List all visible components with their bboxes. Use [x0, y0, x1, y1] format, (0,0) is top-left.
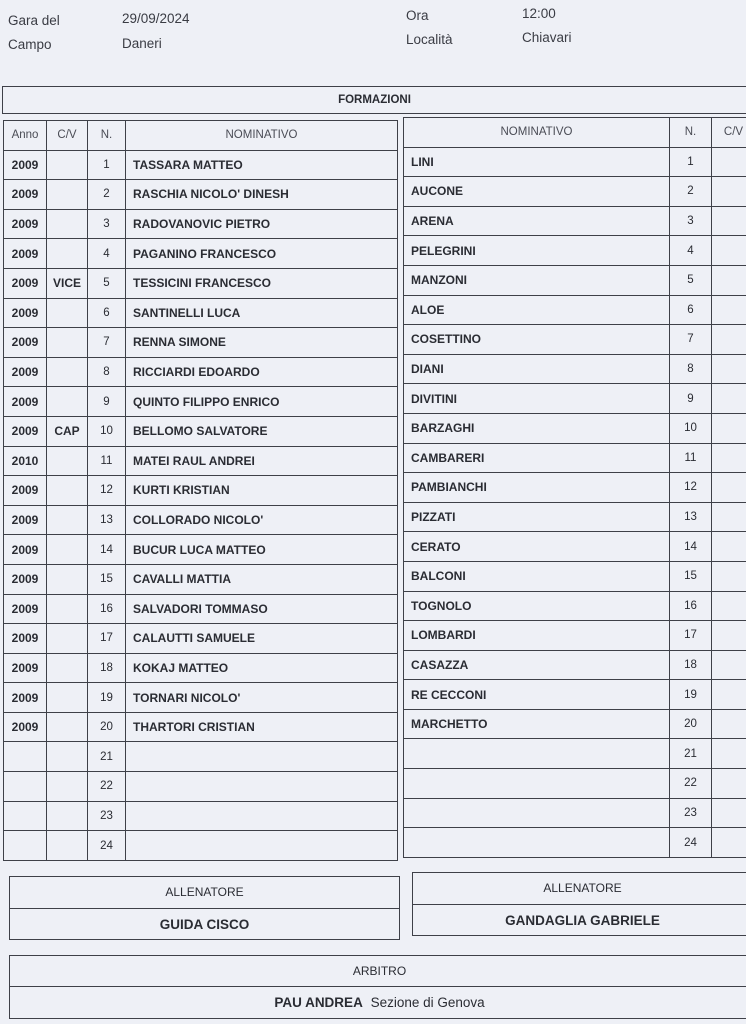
player-number: 23 — [670, 798, 712, 828]
player-role — [47, 209, 88, 239]
player-year: 2009 — [4, 505, 47, 535]
player-number: 5 — [670, 265, 712, 295]
cv-header: C/V — [712, 118, 746, 148]
player-name: TASSARA MATTEO — [126, 150, 398, 180]
player-number: 18 — [88, 653, 126, 683]
home-player-row — [4, 653, 398, 683]
nominativo-header: NOMINATIVO — [404, 118, 670, 148]
player-role — [712, 354, 746, 384]
player-role — [712, 236, 746, 266]
player-name: RENNA SIMONE — [126, 328, 398, 358]
player-name: PIZZATI — [404, 502, 670, 532]
player-role — [47, 150, 88, 180]
player-number: 11 — [88, 446, 126, 476]
player-number: 3 — [88, 209, 126, 239]
player-role — [712, 828, 746, 858]
ora-label: Ora — [406, 8, 429, 23]
player-number: 1 — [670, 147, 712, 177]
player-number: 20 — [670, 709, 712, 739]
away-player-row — [404, 206, 746, 236]
away-coach-label: ALLENATORE — [413, 873, 746, 905]
player-number: 15 — [88, 564, 126, 594]
player-name: LINI — [404, 147, 670, 177]
player-year: 2009 — [4, 653, 47, 683]
player-name: ALOE — [404, 295, 670, 325]
player-name: LOMBARDI — [404, 621, 670, 651]
player-year — [4, 801, 47, 831]
player-number: 14 — [670, 532, 712, 562]
player-name: CERATO — [404, 532, 670, 562]
gara-date: 29/09/2024 — [122, 11, 190, 26]
player-number: 7 — [88, 328, 126, 358]
player-name: SALVADORI TOMMASO — [126, 594, 398, 624]
player-year: 2009 — [4, 268, 47, 298]
player-role — [712, 709, 746, 739]
player-number: 6 — [670, 295, 712, 325]
player-role — [47, 239, 88, 269]
home-player-row — [4, 683, 398, 713]
player-year: 2009 — [4, 564, 47, 594]
player-name: RICCIARDI EDOARDO — [126, 357, 398, 387]
away-player-row — [404, 354, 746, 384]
player-name: BELLOMO SALVATORE — [126, 416, 398, 446]
player-year: 2010 — [4, 446, 47, 476]
player-name: KURTI KRISTIAN — [126, 476, 398, 506]
player-year — [4, 772, 47, 802]
player-name — [404, 769, 670, 799]
player-role — [712, 147, 746, 177]
home-player-row — [4, 328, 398, 358]
campo-label: Campo — [8, 37, 52, 52]
player-year: 2009 — [4, 357, 47, 387]
player-number: 4 — [670, 236, 712, 266]
player-name: DIVITINI — [404, 384, 670, 414]
home-roster-header — [4, 121, 398, 151]
player-number: 16 — [88, 594, 126, 624]
home-player-row — [4, 624, 398, 654]
home-player-row — [4, 476, 398, 506]
player-role — [712, 561, 746, 591]
player-role — [47, 772, 88, 802]
home-player-row — [4, 150, 398, 180]
player-role — [47, 446, 88, 476]
player-name — [126, 742, 398, 772]
home-player-row — [4, 180, 398, 210]
player-name: MARCHETTO — [404, 709, 670, 739]
player-year: 2009 — [4, 387, 47, 417]
nominativo-header: NOMINATIVO — [126, 121, 398, 151]
player-number: 5 — [88, 268, 126, 298]
away-player-row — [404, 621, 746, 651]
player-name: PELEGRINI — [404, 236, 670, 266]
player-role — [712, 650, 746, 680]
player-year: 2009 — [4, 594, 47, 624]
home-coach-label: ALLENATORE — [10, 877, 399, 909]
player-name: QUINTO FILIPPO ENRICO — [126, 387, 398, 417]
player-number: 4 — [88, 239, 126, 269]
away-coach-box — [412, 872, 746, 936]
player-name: COSETTINO — [404, 325, 670, 355]
player-name: RADOVANOVIC PIETRO — [126, 209, 398, 239]
home-player-row — [4, 831, 398, 861]
home-player-row — [4, 357, 398, 387]
player-name: CASAZZA — [404, 650, 670, 680]
player-year: 2009 — [4, 180, 47, 210]
player-year: 2009 — [4, 150, 47, 180]
player-number: 23 — [88, 801, 126, 831]
player-number: 8 — [670, 354, 712, 384]
player-number: 18 — [670, 650, 712, 680]
home-player-row — [4, 298, 398, 328]
away-player-row — [404, 325, 746, 355]
player-name: PAMBIANCHI — [404, 473, 670, 503]
player-role — [47, 505, 88, 535]
player-number: 17 — [88, 624, 126, 654]
home-player-row — [4, 772, 398, 802]
player-year: 2009 — [4, 239, 47, 269]
player-number: 14 — [88, 535, 126, 565]
player-role — [712, 413, 746, 443]
player-role — [712, 502, 746, 532]
home-player-row — [4, 268, 398, 298]
ora-value: 12:00 — [522, 6, 556, 21]
player-role — [47, 535, 88, 565]
player-role — [712, 621, 746, 651]
home-player-row — [4, 801, 398, 831]
player-role — [712, 680, 746, 710]
player-role — [47, 387, 88, 417]
away-roster-header — [404, 118, 746, 148]
player-name: TOGNOLO — [404, 591, 670, 621]
player-role: VICE — [47, 268, 88, 298]
formazioni-title: FORMAZIONI — [2, 86, 746, 114]
player-number: 22 — [670, 769, 712, 799]
home-player-row — [4, 505, 398, 535]
away-player-row — [404, 561, 746, 591]
away-player-row — [404, 443, 746, 473]
home-coach-name: GUIDA CISCO — [159, 917, 250, 932]
number-header: N. — [88, 121, 126, 151]
player-role — [47, 831, 88, 861]
player-number: 3 — [670, 206, 712, 236]
player-name: SANTINELLI LUCA — [126, 298, 398, 328]
away-player-row — [404, 295, 746, 325]
away-player-row — [404, 532, 746, 562]
player-number: 12 — [670, 473, 712, 503]
away-player-row — [404, 502, 746, 532]
player-name: ARENA — [404, 206, 670, 236]
player-name — [126, 772, 398, 802]
localita-label: Località — [406, 32, 453, 47]
player-number: 13 — [88, 505, 126, 535]
player-number: 11 — [670, 443, 712, 473]
player-name: AUCONE — [404, 177, 670, 207]
away-player-row — [404, 265, 746, 295]
localita-value: Chiavari — [522, 30, 572, 45]
referee-box — [9, 955, 746, 1019]
player-role — [47, 180, 88, 210]
player-role — [712, 206, 746, 236]
home-player-row — [4, 209, 398, 239]
player-year: 2009 — [4, 535, 47, 565]
player-name — [126, 801, 398, 831]
player-year: 2009 — [4, 416, 47, 446]
player-name — [404, 798, 670, 828]
player-name: RE CECCONI — [404, 680, 670, 710]
home-player-row — [4, 712, 398, 742]
player-number: 21 — [88, 742, 126, 772]
away-player-row — [404, 591, 746, 621]
player-role — [47, 357, 88, 387]
away-player-row — [404, 413, 746, 443]
player-number: 20 — [88, 712, 126, 742]
home-player-row — [4, 535, 398, 565]
player-role — [712, 325, 746, 355]
player-role — [47, 328, 88, 358]
gara-label: Gara del — [8, 13, 60, 28]
player-number: 2 — [88, 180, 126, 210]
player-role — [712, 769, 746, 799]
player-name: MANZONI — [404, 265, 670, 295]
player-name: BALCONI — [404, 561, 670, 591]
player-role — [47, 564, 88, 594]
player-role — [47, 298, 88, 328]
player-number: 9 — [670, 384, 712, 414]
player-role — [712, 265, 746, 295]
away-player-row — [404, 828, 746, 858]
player-name: TESSICINI FRANCESCO — [126, 268, 398, 298]
player-name: BARZAGHI — [404, 413, 670, 443]
player-role — [47, 683, 88, 713]
referee-info — [10, 987, 746, 1018]
player-year — [4, 831, 47, 861]
player-role: CAP — [47, 416, 88, 446]
player-role — [712, 532, 746, 562]
player-year: 2009 — [4, 624, 47, 654]
player-name: TORNARI NICOLO' — [126, 683, 398, 713]
player-name — [404, 828, 670, 858]
player-role — [47, 742, 88, 772]
away-player-row — [404, 650, 746, 680]
player-number: 19 — [670, 680, 712, 710]
player-name: CAVALLI MATTIA — [126, 564, 398, 594]
player-number: 7 — [670, 325, 712, 355]
player-year: 2009 — [4, 209, 47, 239]
player-number: 13 — [670, 502, 712, 532]
player-name: KOKAJ MATTEO — [126, 653, 398, 683]
home-player-row — [4, 742, 398, 772]
player-role — [47, 624, 88, 654]
home-player-row — [4, 564, 398, 594]
home-coach-box — [9, 876, 400, 940]
player-role — [712, 473, 746, 503]
campo-value: Daneri — [122, 36, 162, 51]
home-roster-table — [3, 120, 398, 861]
home-player-row — [4, 594, 398, 624]
player-role — [712, 591, 746, 621]
away-player-row — [404, 709, 746, 739]
player-name: COLLORADO NICOLO' — [126, 505, 398, 535]
away-roster-table — [403, 117, 746, 858]
player-number: 10 — [88, 416, 126, 446]
player-name — [126, 831, 398, 861]
home-player-row — [4, 416, 398, 446]
home-player-row — [4, 387, 398, 417]
away-player-row — [404, 680, 746, 710]
referee-label: ARBITRO — [10, 956, 746, 987]
player-number: 8 — [88, 357, 126, 387]
anno-header: Anno — [4, 121, 47, 151]
player-number: 2 — [670, 177, 712, 207]
player-number: 6 — [88, 298, 126, 328]
player-year — [4, 742, 47, 772]
player-year: 2009 — [4, 712, 47, 742]
player-number: 21 — [670, 739, 712, 769]
player-name: PAGANINO FRANCESCO — [126, 239, 398, 269]
player-role — [47, 712, 88, 742]
home-player-row — [4, 446, 398, 476]
number-header: N. — [670, 118, 712, 148]
player-role — [712, 798, 746, 828]
referee-section: Sezione di Genova — [370, 995, 485, 1010]
player-year: 2009 — [4, 476, 47, 506]
player-name: CAMBARERI — [404, 443, 670, 473]
player-number: 19 — [88, 683, 126, 713]
home-player-row — [4, 239, 398, 269]
player-role — [47, 801, 88, 831]
player-year: 2009 — [4, 683, 47, 713]
player-name: CALAUTTI SAMUELE — [126, 624, 398, 654]
player-name: DIANI — [404, 354, 670, 384]
player-role — [712, 295, 746, 325]
player-role — [47, 594, 88, 624]
away-player-row — [404, 147, 746, 177]
player-name — [404, 739, 670, 769]
away-player-row — [404, 769, 746, 799]
away-player-row — [404, 739, 746, 769]
player-role — [712, 177, 746, 207]
player-year: 2009 — [4, 298, 47, 328]
player-role — [712, 739, 746, 769]
player-name: BUCUR LUCA MATTEO — [126, 535, 398, 565]
player-name: MATEI RAUL ANDREI — [126, 446, 398, 476]
player-number: 17 — [670, 621, 712, 651]
away-player-row — [404, 798, 746, 828]
player-role — [47, 476, 88, 506]
player-number: 12 — [88, 476, 126, 506]
player-number: 22 — [88, 772, 126, 802]
cv-header: C/V — [47, 121, 88, 151]
away-coach-name: GANDAGLIA GABRIELE — [505, 913, 660, 928]
player-number: 1 — [88, 150, 126, 180]
player-number: 10 — [670, 413, 712, 443]
player-name: RASCHIA NICOLO' DINESH — [126, 180, 398, 210]
player-number: 24 — [88, 831, 126, 861]
referee-name: PAU ANDREA — [274, 995, 363, 1010]
player-number: 15 — [670, 561, 712, 591]
player-number: 16 — [670, 591, 712, 621]
away-player-row — [404, 177, 746, 207]
away-player-row — [404, 473, 746, 503]
away-player-row — [404, 236, 746, 266]
player-year: 2009 — [4, 328, 47, 358]
player-number: 24 — [670, 828, 712, 858]
player-role — [712, 443, 746, 473]
away-player-row — [404, 384, 746, 414]
player-name: THARTORI CRISTIAN — [126, 712, 398, 742]
player-role — [712, 384, 746, 414]
player-role — [47, 653, 88, 683]
player-number: 9 — [88, 387, 126, 417]
